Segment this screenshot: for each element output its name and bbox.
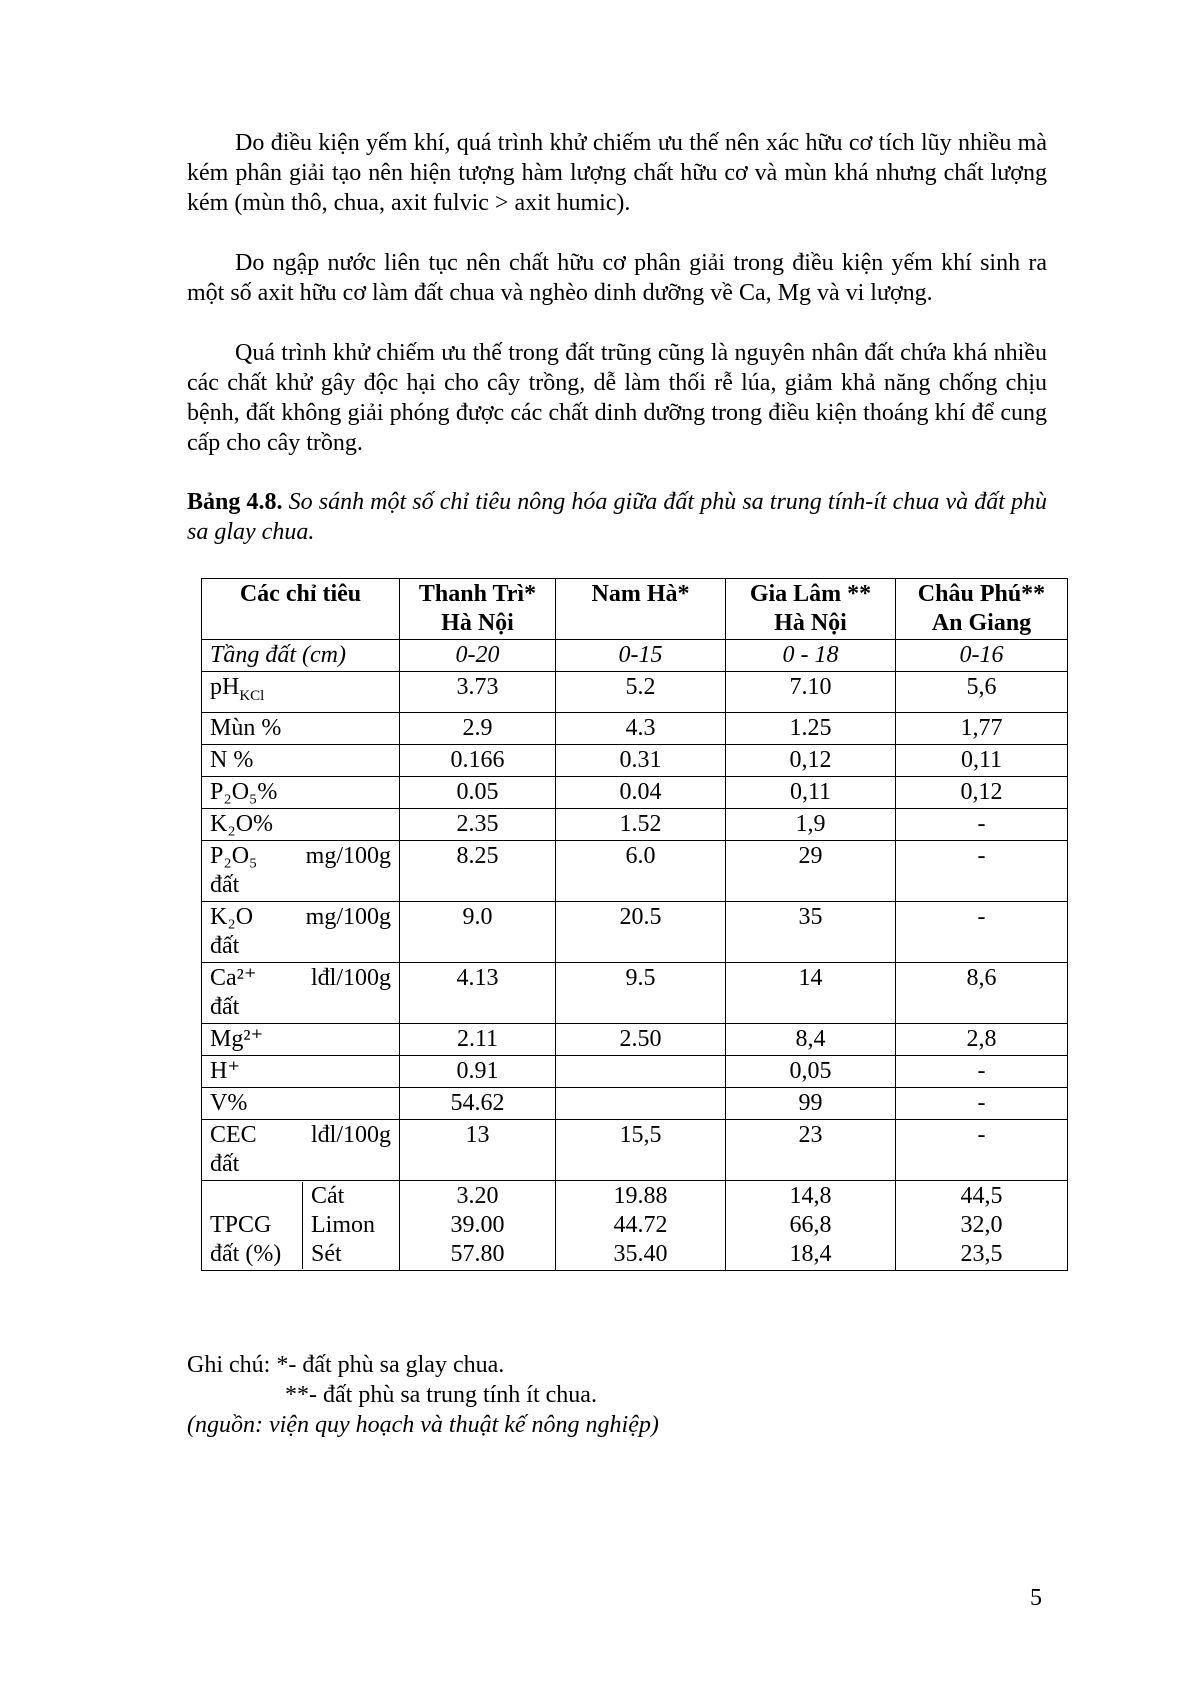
row-value: 0.05: [400, 776, 556, 808]
table-row: [202, 962, 1068, 1023]
row-value: 14: [726, 962, 896, 1023]
row-value: 23: [726, 1119, 896, 1180]
row-value: 9.0: [400, 901, 556, 962]
depth-value: 0 - 18: [726, 640, 896, 672]
row-value: 2.11: [400, 1023, 556, 1055]
tpcg-label-main: [210, 1182, 302, 1269]
row-label-unit2: đất: [210, 932, 240, 959]
depth-value: 0-16: [896, 640, 1068, 672]
row-value: 20.5: [556, 901, 726, 962]
tpcg-label-line: TPCG: [210, 1211, 272, 1238]
paragraph-3: Quá trình khử chiếm ưu thế trong đất trũng cũng là nguyên nhân đất chứa khá nhiều các chất khử gây độc hại cho cây trồng, dễ làm thối rễ lúa, giảm khả năng chống chịu bệnh, đất không giải phóng được các chất dinh dưỡng trong điều kiện thoáng khí để cung cấp cho cây trồng.: [187, 340, 1047, 456]
row-label: [202, 1119, 400, 1180]
row-value: [556, 1055, 726, 1087]
row-value: 2.50: [556, 1023, 726, 1055]
row-label-line: [210, 1121, 391, 1150]
row-value: -: [896, 1087, 1068, 1119]
header-line: Hà Nội: [441, 610, 514, 636]
row-label-line: [210, 842, 391, 871]
header-cell: [556, 579, 726, 640]
tpcg-sub-labels: [302, 1182, 399, 1269]
row-value: 5,6: [896, 672, 1068, 713]
row-value: 4.3: [556, 712, 726, 744]
row-value: 0,11: [726, 776, 896, 808]
row-label: [202, 1023, 400, 1055]
table-row: [202, 712, 1068, 744]
row-label-line: [210, 964, 391, 993]
row-label-unit: lđl/100g: [310, 964, 391, 991]
source-note: (nguồn: viện quy hoạch và thuật kế nông nghiệp): [187, 1412, 659, 1438]
tpcg-value: 44.72: [613, 1211, 668, 1238]
row-value: 99: [726, 1087, 896, 1119]
table-row: [202, 776, 1068, 808]
paragraph-1: Do điều kiện yếm khí, quá trình khử chiếm ưu thế nên xác hữu cơ tích lũy nhiều mà kém phân giải tạo nên hiện tượng hàm lượng chất hữu cơ và mùn khá nhưng chất lượng kém (mùn thô, chua, axit fulvic > axit humic).: [187, 130, 1047, 216]
header-cell: [202, 579, 400, 640]
header-cell: [896, 579, 1068, 640]
row-value: 0.31: [556, 744, 726, 776]
row-label: [202, 840, 400, 901]
depth-label: Tầng đất (cm): [202, 640, 400, 672]
table-row: [202, 672, 1068, 713]
row-value: 2.9: [400, 712, 556, 744]
note-line-2: **- đất phù sa trung tính ít chua.: [285, 1382, 597, 1408]
table-caption-text: So sánh một số chỉ tiêu nông hóa giữa đất phù sa trung tính-ít chua và đất phù sa glay chua.: [187, 489, 1048, 545]
row-label-name: Mùn %: [210, 714, 282, 741]
row-label-unit: mg/100g: [305, 903, 391, 930]
row-label-unit2: đất: [210, 993, 240, 1020]
tpcg-sub-label: Cát: [311, 1182, 345, 1209]
page-number: 5: [1030, 1585, 1042, 1611]
row-label-name: P₂O₅: [210, 842, 258, 869]
tpcg-value-cell: [896, 1180, 1068, 1270]
row-value: 0.91: [400, 1055, 556, 1087]
row-label: [202, 1055, 400, 1087]
header-cell: [726, 579, 896, 640]
row-label-name: V%: [210, 1089, 248, 1116]
row-label-name: K₂O: [210, 903, 254, 930]
row-value: 8,6: [896, 962, 1068, 1023]
row-label: [202, 1087, 400, 1119]
row-value: 0,05: [726, 1055, 896, 1087]
row-value: -: [896, 840, 1068, 901]
tpcg-value: 18,4: [789, 1240, 832, 1267]
tpcg-value: 14,8: [789, 1182, 832, 1209]
row-label-unit: lđl/100g: [310, 1121, 391, 1148]
paragraph-2: Do ngập nước liên tục nên chất hữu cơ phân giải trong điều kiện yếm khí sinh ra một số axit hữu cơ làm đất chua và nghèo dinh dưỡng về Ca, Mg và vi lượng.: [187, 250, 1047, 306]
row-value: -: [896, 901, 1068, 962]
row-value: 29: [726, 840, 896, 901]
row-label-name: N %: [210, 746, 254, 773]
soil-comparison-table: [201, 578, 1068, 1271]
header-line: Gia Lâm **: [749, 581, 872, 607]
row-value: 8.25: [400, 840, 556, 901]
row-value: 1.52: [556, 808, 726, 840]
row-label-name: Ca²⁺: [210, 964, 257, 991]
tpcg-value: 44,5: [960, 1182, 1003, 1209]
row-value: 0.04: [556, 776, 726, 808]
table-row: [202, 808, 1068, 840]
row-label-name: P₂O₅%: [210, 778, 278, 805]
header-line: Hà Nội: [774, 610, 847, 636]
row-label: [202, 962, 400, 1023]
row-value: 0,12: [896, 776, 1068, 808]
row-label: [202, 776, 400, 808]
row-value: -: [896, 1119, 1068, 1180]
tpcg-value: 57.80: [450, 1240, 505, 1267]
row-label: [202, 808, 400, 840]
row-value: 3.73: [400, 672, 556, 713]
table-row: [202, 1119, 1068, 1180]
tpcg-value-cell: [400, 1180, 556, 1270]
row-value: 15,5: [556, 1119, 726, 1180]
row-value: 4.13: [400, 962, 556, 1023]
row-value: 8,4: [726, 1023, 896, 1055]
row-label-line: [210, 903, 391, 932]
row-value: 2,8: [896, 1023, 1068, 1055]
row-value: [556, 1087, 726, 1119]
row-label-name: CEC: [210, 1121, 257, 1148]
tpcg-label: [202, 1180, 400, 1270]
row-label: [202, 901, 400, 962]
tpcg-value: 39.00: [450, 1211, 505, 1238]
header-cell: [400, 579, 556, 640]
row-label: [202, 672, 400, 713]
row-value: 6.0: [556, 840, 726, 901]
row-value: 2.35: [400, 808, 556, 840]
row-value: 1,77: [896, 712, 1068, 744]
header-line: Châu Phú**: [917, 581, 1046, 607]
row-label-sub: KCl: [239, 687, 265, 704]
table-row: [202, 1023, 1068, 1055]
table-row: [202, 901, 1068, 962]
row-value: 35: [726, 901, 896, 962]
row-label-unit2: đất: [210, 871, 240, 898]
tpcg-sub-label: Limon: [311, 1211, 375, 1238]
depth-value: 0-20: [400, 640, 556, 672]
row-value: 5.2: [556, 672, 726, 713]
row-label-name: K₂O%: [210, 810, 274, 837]
table-body: [202, 640, 1068, 1271]
header-row: [202, 579, 1068, 640]
row-label: [202, 744, 400, 776]
tpcg-sub-label: Sét: [311, 1240, 342, 1267]
row-value: 7.10: [726, 672, 896, 713]
tpcg-row: [202, 1180, 1068, 1270]
tpcg-value: 23,5: [960, 1240, 1003, 1267]
header-line: Các chỉ tiêu: [239, 581, 362, 607]
tpcg-label-line: đất (%): [210, 1240, 282, 1267]
table-row: [202, 744, 1068, 776]
row-label-name: pH: [210, 674, 240, 700]
tpcg-value: 35.40: [613, 1240, 668, 1267]
row-value: 0,12: [726, 744, 896, 776]
row-value: -: [896, 1055, 1068, 1087]
row-value: 13: [400, 1119, 556, 1180]
depth-row: [202, 640, 1068, 672]
tpcg-label-wrap: [210, 1182, 399, 1269]
row-value: 54.62: [400, 1087, 556, 1119]
row-label-name: H⁺: [210, 1057, 240, 1084]
table-header: [202, 579, 1068, 640]
tpcg-value: 66,8: [789, 1211, 832, 1238]
header-line: An Giang: [931, 610, 1032, 636]
row-value: 0,11: [896, 744, 1068, 776]
table-caption-label: Bảng 4.8.: [187, 489, 283, 515]
header-line: Nam Hà*: [591, 581, 690, 607]
tpcg-value-cell: [726, 1180, 896, 1270]
depth-value: 0-15: [556, 640, 726, 672]
table-row: [202, 840, 1068, 901]
row-label-unit: mg/100g: [305, 842, 391, 869]
note-line-1: Ghi chú: *- đất phù sa glay chua.: [187, 1352, 505, 1378]
tpcg-value-cell: [556, 1180, 726, 1270]
row-label-name: Mg²⁺: [210, 1025, 264, 1052]
row-value: 0.166: [400, 744, 556, 776]
row-value: -: [896, 808, 1068, 840]
row-label: [202, 712, 400, 744]
table-row: [202, 1055, 1068, 1087]
row-value: 1.25: [726, 712, 896, 744]
row-value: 1,9: [726, 808, 896, 840]
table-caption: [187, 487, 1047, 547]
tpcg-value: 19.88: [613, 1182, 668, 1209]
header-line: Thanh Trì*: [418, 581, 537, 607]
row-value: 9.5: [556, 962, 726, 1023]
tpcg-value: 32,0: [960, 1211, 1003, 1238]
tpcg-value: 3.20: [456, 1182, 499, 1209]
table-row: [202, 1087, 1068, 1119]
row-label-unit2: đất: [210, 1150, 240, 1177]
